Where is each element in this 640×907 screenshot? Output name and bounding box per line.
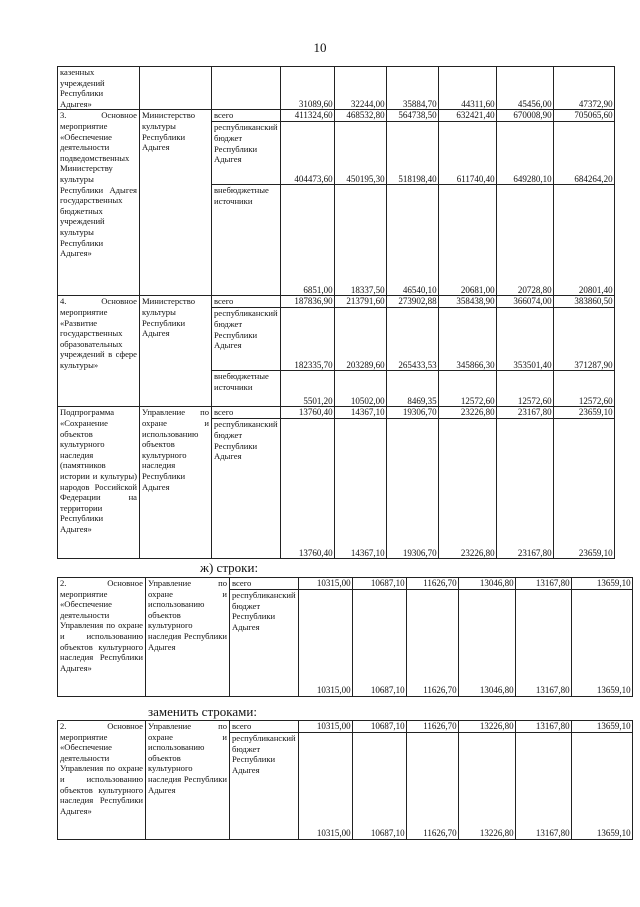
value-cell: 35884,70 <box>386 67 438 110</box>
value-cell: 345866,30 <box>438 308 496 371</box>
value-cell: 13760,40 <box>280 419 334 559</box>
responsible-executor: Управление по охране и использованию объектов культурного наследия Республики Адыгея <box>146 721 230 840</box>
value-cell: 265433,53 <box>386 308 438 371</box>
value-cell: 13046,80 <box>458 578 515 590</box>
funding-source <box>212 67 281 110</box>
value-cell: 404473,60 <box>280 122 334 185</box>
value-cell: 20728,80 <box>496 185 553 296</box>
value-cell: 32244,00 <box>334 67 386 110</box>
value-cell: 47372,90 <box>553 67 614 110</box>
value-cell: 14367,10 <box>334 419 386 559</box>
value-cell: 23226,80 <box>438 407 496 419</box>
new-rows-table <box>57 720 633 840</box>
value-cell: 564738,50 <box>386 110 438 122</box>
value-cell: 353501,40 <box>496 308 553 371</box>
funding-source: всего <box>230 721 299 733</box>
value-cell: 10315,00 <box>298 721 352 733</box>
value-cell: 13167,80 <box>515 733 571 840</box>
value-cell: 6851,00 <box>280 185 334 296</box>
program-table <box>57 66 615 559</box>
value-cell: 13046,80 <box>458 590 515 697</box>
value-cell: 358438,90 <box>438 296 496 308</box>
value-cell: 23167,80 <box>496 419 553 559</box>
funding-source: внебюджетные источники <box>212 371 281 407</box>
activity-name: 2. Основное мероприятие «Обеспечение деятельности Управления по охране и использованию объектов культурного наследия Республики Адыгея» <box>58 578 146 697</box>
value-cell: 273902,88 <box>386 296 438 308</box>
value-cell: 20801,40 <box>553 185 614 296</box>
value-cell: 13167,80 <box>515 721 571 733</box>
value-cell: 13167,80 <box>515 578 571 590</box>
value-cell: 11626,70 <box>406 578 458 590</box>
funding-source: всего <box>212 407 281 419</box>
value-cell: 10502,00 <box>334 371 386 407</box>
value-cell: 10315,00 <box>298 733 352 840</box>
activity-name: 3. Основное мероприятие «Обеспечение деятельности подведомственных Министерству культуры Республики Адыгея государственных бюджетных учреждений культуры Республики Адыгея» <box>58 110 140 296</box>
value-cell: 8469,35 <box>386 371 438 407</box>
activity-name: 2. Основное мероприятие «Обеспечение деятельности Управления по охране и использованию объектов культурного наследия Республики Адыгея» <box>58 721 146 840</box>
page-number: 10 <box>313 40 327 55</box>
funding-source: республиканский бюджет Республики Адыгея <box>212 122 281 185</box>
table-row <box>58 721 633 733</box>
value-cell: 23659,10 <box>553 419 614 559</box>
value-cell: 611740,40 <box>438 122 496 185</box>
value-cell: 632421,40 <box>438 110 496 122</box>
table-row <box>58 407 615 419</box>
value-cell: 45456,00 <box>496 67 553 110</box>
value-cell: 411324,60 <box>280 110 334 122</box>
value-cell: 44311,60 <box>438 67 496 110</box>
value-cell: 10687,10 <box>352 721 406 733</box>
value-cell: 11626,70 <box>406 721 458 733</box>
responsible-executor: Министерство культуры Республики Адыгея <box>140 110 212 296</box>
value-cell: 518198,40 <box>386 122 438 185</box>
value-cell: 23659,10 <box>553 407 614 419</box>
value-cell: 5501,20 <box>280 371 334 407</box>
value-cell: 450195,30 <box>334 122 386 185</box>
funding-source: республиканский бюджет Республики Адыгея <box>230 590 299 697</box>
value-cell: 13659,10 <box>571 733 632 840</box>
funding-source: республиканский бюджет Республики Адыгея <box>212 308 281 371</box>
value-cell: 383860,50 <box>553 296 614 308</box>
old-rows-table <box>57 577 633 697</box>
value-cell: 371287,90 <box>553 308 614 371</box>
activity-name: Подпрограмма «Сохранение объектов культурного наследия (памятников истории и культуры) народов Российской Федерации на территории Республики Адыгея» <box>58 407 140 559</box>
value-cell: 12572,60 <box>438 371 496 407</box>
table-row <box>58 296 615 308</box>
value-cell: 705065,60 <box>553 110 614 122</box>
value-cell: 23167,80 <box>496 407 553 419</box>
value-cell: 23226,80 <box>438 419 496 559</box>
responsible-executor: Управление по охране и использованию объектов культурного наследия Республики Адыгея <box>140 407 212 559</box>
value-cell: 670008,90 <box>496 110 553 122</box>
value-cell: 10315,00 <box>298 578 352 590</box>
funding-source: внебюджетные источники <box>212 185 281 296</box>
funding-source: всего <box>212 110 281 122</box>
value-cell: 182335,70 <box>280 308 334 371</box>
value-cell: 14367,10 <box>334 407 386 419</box>
value-cell: 187836,90 <box>280 296 334 308</box>
value-cell: 46540,10 <box>386 185 438 296</box>
value-cell: 20681,00 <box>438 185 496 296</box>
value-cell: 213791,60 <box>334 296 386 308</box>
value-cell: 649280,10 <box>496 122 553 185</box>
responsible-executor: Министерство культуры Республики Адыгея <box>140 296 212 407</box>
section-heading: ж) строки: <box>200 560 259 575</box>
funding-source: всего <box>230 578 299 590</box>
value-cell: 19306,70 <box>386 419 438 559</box>
value-cell: 13659,10 <box>571 590 632 697</box>
value-cell: 13760,40 <box>280 407 334 419</box>
value-cell: 684264,20 <box>553 122 614 185</box>
activity-name: 4. Основное мероприятие «Развитие государственных образовательных учреждений в сфере культуры» <box>58 296 140 407</box>
section-heading: заменить строками: <box>148 704 257 719</box>
value-cell: 12572,60 <box>553 371 614 407</box>
value-cell: 10315,00 <box>298 590 352 697</box>
value-cell: 13226,80 <box>458 721 515 733</box>
value-cell: 203289,60 <box>334 308 386 371</box>
value-cell: 13659,10 <box>571 578 632 590</box>
funding-source: республиканский бюджет Республики Адыгея <box>212 419 281 559</box>
value-cell: 19306,70 <box>386 407 438 419</box>
value-cell: 11626,70 <box>406 733 458 840</box>
activity-name: казенных учреждений Республики Адыгея» <box>58 67 140 110</box>
funding-source: всего <box>212 296 281 308</box>
value-cell: 10687,10 <box>352 590 406 697</box>
value-cell: 13226,80 <box>458 733 515 840</box>
value-cell: 13659,10 <box>571 721 632 733</box>
value-cell: 11626,70 <box>406 590 458 697</box>
value-cell: 468532,80 <box>334 110 386 122</box>
value-cell: 12572,60 <box>496 371 553 407</box>
value-cell: 366074,00 <box>496 296 553 308</box>
funding-source: республиканский бюджет Республики Адыгея <box>230 733 299 840</box>
value-cell: 31089,60 <box>280 67 334 110</box>
table-row <box>58 578 633 590</box>
table-row <box>58 67 615 110</box>
value-cell: 10687,10 <box>352 733 406 840</box>
table-row <box>58 110 615 122</box>
responsible-executor <box>140 67 212 110</box>
value-cell: 10687,10 <box>352 578 406 590</box>
value-cell: 13167,80 <box>515 590 571 697</box>
responsible-executor: Управление по охране и использованию объектов культурного наследия Республики Адыгея <box>146 578 230 697</box>
value-cell: 18337,50 <box>334 185 386 296</box>
